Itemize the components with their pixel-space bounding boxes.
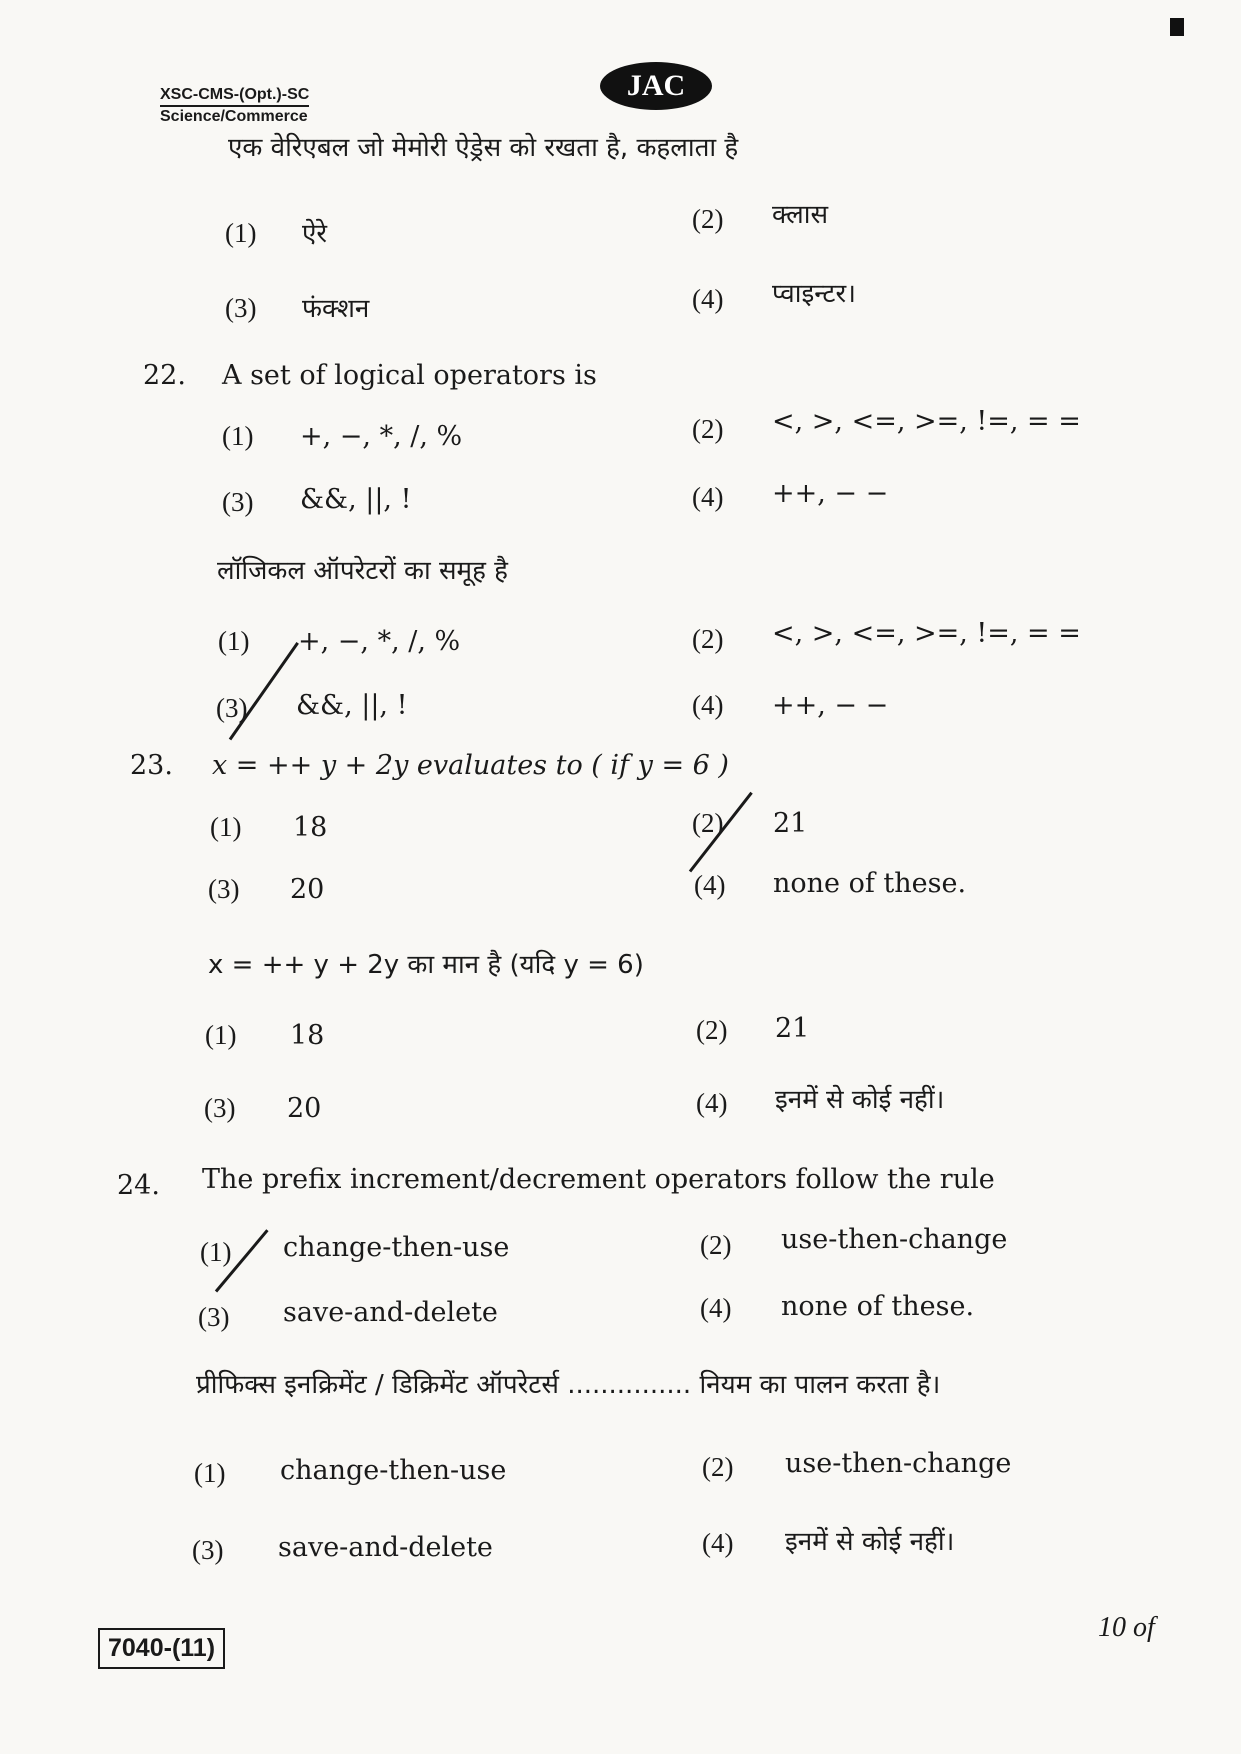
q21-opt2-num: (2) <box>692 204 724 234</box>
q23-hi-opt3-text: 20 <box>287 1093 322 1124</box>
q23-hi-opt2-num: (2) <box>696 1015 728 1045</box>
q21-opt2-text: क्लास <box>772 200 829 230</box>
q24-hi-opt4-num: (4) <box>702 1528 734 1558</box>
q23-en-opt1-num: (1) <box>210 812 242 842</box>
q21-opt1-num: (1) <box>225 218 257 248</box>
q21-opt3-num: (3) <box>225 293 257 323</box>
q23-hi-opt1-text: 18 <box>290 1020 325 1051</box>
page-number: 10 of <box>1098 1612 1155 1643</box>
q21-opt1-text: ऐरे <box>302 219 328 249</box>
q23-en-opt3-text: 20 <box>290 874 325 905</box>
q22-hi-opt1-num: (1) <box>218 626 250 656</box>
q21-opt3-text: फंक्शन <box>302 294 370 324</box>
q24-en-opt4-text: none of these. <box>781 1291 975 1322</box>
q23-stem-hi: x = ++ y + 2y का मान है (यदि y = 6) <box>208 950 644 980</box>
q23-hi-opt2-text: 21 <box>775 1013 810 1044</box>
q23-en-opt2-text: 21 <box>773 808 808 839</box>
q24-hi-opt3-text: save-and-delete <box>278 1532 493 1563</box>
q23-en-opt3-num: (3) <box>208 874 240 904</box>
corner-mark <box>1170 18 1184 36</box>
q24-en-opt2-text: use-then-change <box>781 1224 1008 1255</box>
q24-hi-opt2-text: use-then-change <box>785 1448 1012 1479</box>
q23-hi-opt4-text: इनमें से कोई नहीं। <box>775 1085 945 1115</box>
q24-hi-opt3-num: (3) <box>192 1535 224 1565</box>
q24-en-opt3-num: (3) <box>198 1302 230 1332</box>
jac-logo: JAC <box>600 62 712 110</box>
q22-number: 22. <box>143 360 186 391</box>
q23-stem-en: x = ++ y + 2y evaluates to ( if y = 6 ) <box>212 750 729 781</box>
q24-en-opt1-text: change-then-use <box>283 1232 510 1263</box>
q22-en-opt1-num: (1) <box>222 421 254 451</box>
q24-en-opt4-num: (4) <box>700 1293 732 1323</box>
q24-stem-hi: प्रीफिक्स इनक्रिमेंट / डिक्रिमेंट ऑपरेटर्स ............... नियम का पालन करता है। <box>196 1370 941 1400</box>
q22-hi-opt1-text: +, −, *, /, % <box>298 626 461 657</box>
q23-number: 23. <box>130 750 173 781</box>
q23-en-opt4-text: none of these. <box>773 868 967 899</box>
q22-en-opt4-num: (4) <box>692 482 724 512</box>
q23-en-opt1-text: 18 <box>293 812 328 843</box>
q22-en-opt3-num: (3) <box>222 487 254 517</box>
q22-en-opt4-text: ++, − − <box>772 478 889 509</box>
q22-stem-en: A set of logical operators is <box>222 360 597 391</box>
q22-hi-opt2-num: (2) <box>692 624 724 654</box>
q23-en-opt4-num: (4) <box>694 870 726 900</box>
q23-hi-opt3-num: (3) <box>204 1093 236 1123</box>
q23-en-opt2-num: (2) <box>692 808 724 838</box>
q24-number: 24. <box>117 1170 160 1201</box>
q24-hi-opt4-text: इनमें से कोई नहीं। <box>785 1527 955 1557</box>
q22-hi-opt4-num: (4) <box>692 690 724 720</box>
q22-en-opt1-text: +, −, *, /, % <box>300 421 463 452</box>
q24-hi-opt1-num: (1) <box>194 1458 226 1488</box>
q23-hi-opt1-num: (1) <box>205 1020 237 1050</box>
paper-stream: Science/Commerce <box>160 108 308 125</box>
footer-code: 7040-(11) <box>98 1628 225 1669</box>
q24-en-opt1-num: (1) <box>200 1237 232 1267</box>
q22-en-opt3-text: &&, ||, ! <box>300 484 412 515</box>
q23-hi-opt4-num: (4) <box>696 1088 728 1118</box>
q22-hi-opt2-text: <, >, <=, >=, !=, = = <box>772 618 1081 649</box>
q21-opt4-num: (4) <box>692 284 724 314</box>
q21-opt4-text: प्वाइन्टर। <box>772 279 856 309</box>
q21-stem-hi: एक वेरिएबल जो मेमोरी ऐड्रेस को रखता है, कहलाता है <box>228 133 739 163</box>
paper-code: XSC-CMS-(Opt.)-SC <box>160 85 309 107</box>
q24-en-opt3-text: save-and-delete <box>283 1297 498 1328</box>
q24-hi-opt2-num: (2) <box>702 1452 734 1482</box>
q24-stem-en: The prefix increment/decrement operators follow the rule <box>202 1164 995 1195</box>
q22-hi-opt3-num: (3) <box>216 693 248 723</box>
q22-stem-hi: लॉजिकल ऑपरेटरों का समूह है <box>217 556 508 586</box>
q24-hi-opt1-text: change-then-use <box>280 1455 507 1486</box>
q22-hi-opt3-text: &&, ||, ! <box>296 690 408 721</box>
q24-en-opt2-num: (2) <box>700 1230 732 1260</box>
q22-hi-opt4-text: ++, − − <box>772 690 889 721</box>
q22-en-opt2-num: (2) <box>692 414 724 444</box>
q22-en-opt2-text: <, >, <=, >=, !=, = = <box>772 406 1081 437</box>
